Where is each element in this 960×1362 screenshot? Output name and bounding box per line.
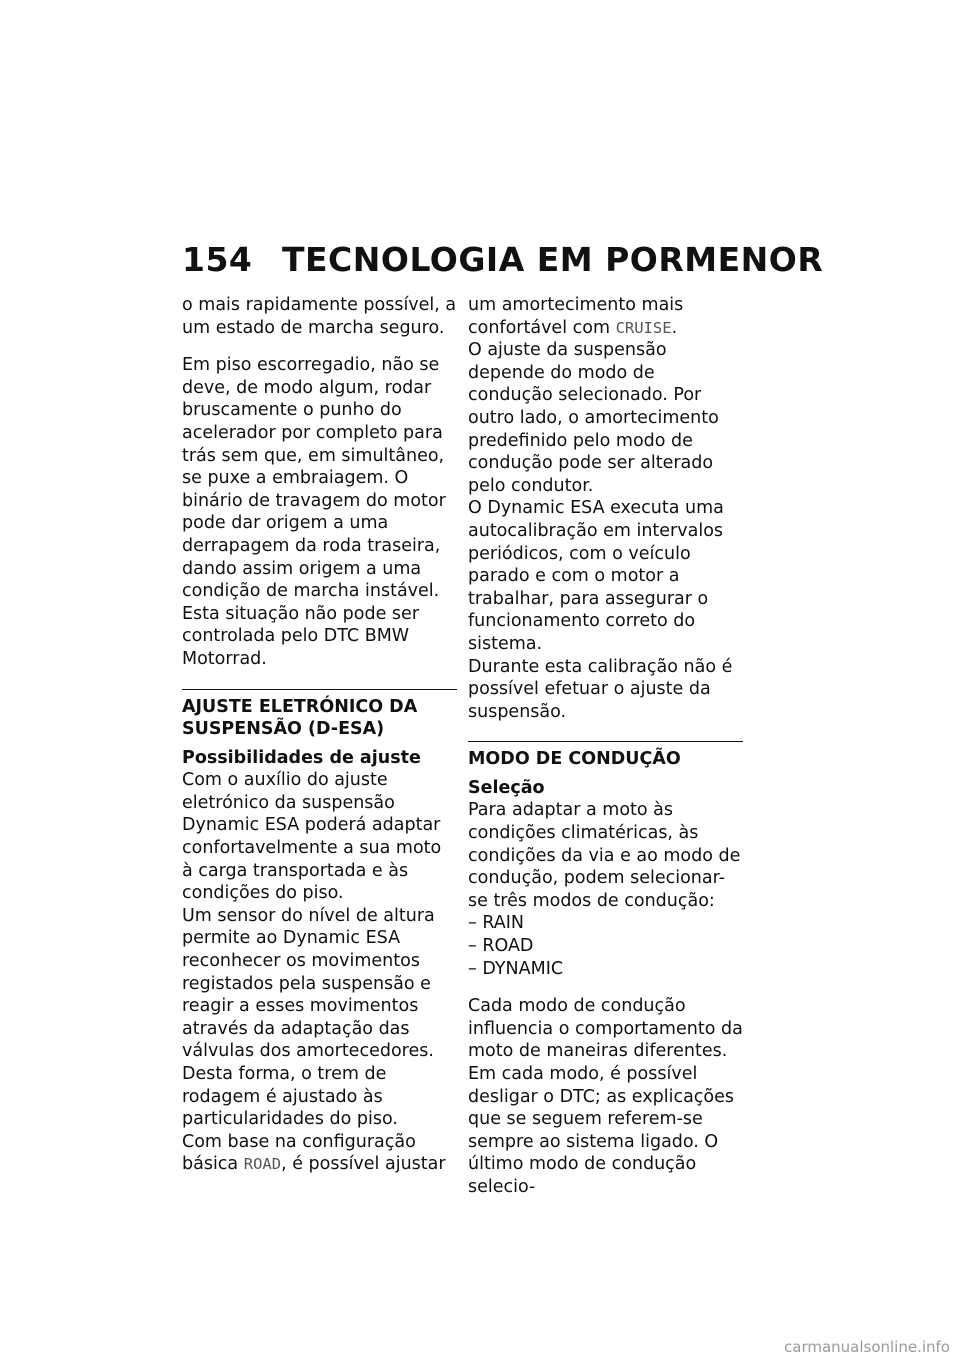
- list-item: – RAIN: [468, 912, 743, 935]
- paragraph-cruise: [468, 294, 743, 339]
- subheading-selection: Seleção: [468, 777, 545, 798]
- subheading-adjustment: Possibilidades de ajuste: [182, 747, 421, 768]
- paragraph: o mais rapidamente possível, a um estado de marcha seguro.: [182, 295, 457, 338]
- text: .: [671, 317, 678, 338]
- paragraph: Com o auxílio do ajuste eletrónico da suspensão Dynamic ESA poderá adaptar confortavelmente a sua moto à carga transportada e às condições do piso.: [182, 770, 442, 904]
- paragraph: Em piso escorregadio, não se deve, de modo algum, rodar bruscamente o punho do acelerador por completo para trás sem que, em simultâneo, se puxe a embraiagem. O binário de travagem do motor pode dar origem a uma derrapagem da roda traseira, dando assim origem a uma condição de marcha instável. Esta situação não pode ser controlada pelo DTC BMW Motorrad.: [182, 355, 446, 669]
- text: Com base na configuração básica: [182, 1131, 416, 1175]
- list-item: – DYNAMIC: [468, 958, 743, 981]
- page-header: [182, 240, 824, 279]
- paragraph-road: [182, 1131, 457, 1176]
- paragraph: Durante esta calibração não é possível efetuar o ajuste da suspensão.: [468, 656, 733, 722]
- mode-name-cruise: CRUISE: [615, 318, 672, 337]
- left-column: [182, 294, 457, 1191]
- text: , é possível ajustar: [281, 1154, 446, 1175]
- mode-name-road: ROAD: [243, 1155, 282, 1174]
- paragraph: Para adaptar a moto às condições climatéricas, às condições da via e ao modo de condução, podem selecionar-se três modos de condução:: [468, 800, 741, 911]
- text: um amortecimento mais confortável com: [468, 295, 684, 338]
- paragraph: Um sensor do nível de altura permite ao Dynamic ESA reconhecer os movimentos registados pela suspensão e reagir a esses movimentos através da adaptação das válvulas dos amortecedores. Desta forma, o trem de rodagem é ajustado às particularidades do piso.: [182, 905, 435, 1130]
- riding-mode-list: [468, 912, 743, 980]
- section-title-desa: AJUSTE ELETRÓNICO DA SUSPENSÃO (D-ESA): [182, 689, 457, 741]
- watermark: carmanualsonline.info: [784, 1338, 950, 1356]
- paragraph: O Dynamic ESA executa uma autocalibração em intervalos periódicos, com o veículo parado e com o motor a trabalhar, para assegurar o funcionamento correto do sistema.: [468, 498, 724, 654]
- paragraph: O ajuste da suspensão depende do modo de condução selecionado. Por outro lado, o amortecimento predefinido pelo modo de condução pode ser alterado pelo condutor.: [468, 340, 719, 496]
- page-title: TECNOLOGIA EM PORMENOR: [282, 240, 824, 279]
- section-title-riding-mode: MODO DE CONDUÇÃO: [468, 741, 743, 771]
- page-number: 154: [182, 240, 253, 279]
- list-item: – ROAD: [468, 935, 743, 958]
- paragraph: Cada modo de condução influencia o comportamento da moto de maneiras diferentes. Em cada modo, é possível desligar o DTC; as explicações que se seguem referem-se sempre ao sistema ligado. O último modo de condução selecio-: [468, 996, 743, 1197]
- right-column: [468, 294, 743, 1214]
